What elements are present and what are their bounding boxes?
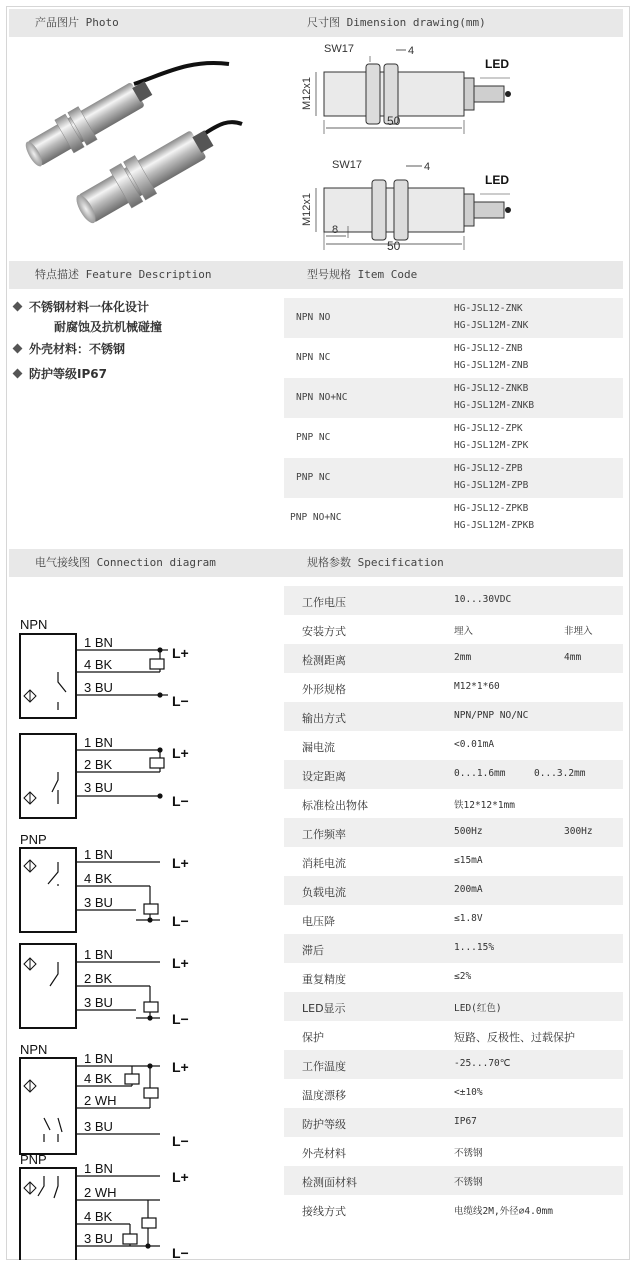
spec-name: 检测距离 [302,654,346,667]
feature-section-title: 特点描述 Feature Description [35,268,212,281]
text-label: HG-JSL12-ZNKB [454,383,529,394]
item-code-row [284,418,623,458]
text-label: 3 BU [84,680,113,695]
text-label: 不锈钢材料一体化设计 [29,300,150,314]
text-label: L− [172,1133,189,1149]
text-label: PNP [20,1152,47,1167]
dim-length-label-2: 50 [387,239,401,253]
spec-row [284,818,623,847]
diamond-bullet-icon [13,302,23,312]
text-label: L− [172,913,189,929]
spec-name: 负载电流 [302,886,346,899]
spec-row [284,934,623,963]
text-label: 2 BK [84,971,113,986]
text-label: HG-JSL12-ZNB [454,343,523,354]
text-label: 4 BK [84,1209,113,1224]
text-label: NPN NO+NC [296,392,348,403]
text-label: 4 BK [84,657,113,672]
text-label: 防护等级IP67 [29,367,107,381]
spec-name: LED显示 [302,1002,346,1015]
text-label: 1 BN [84,635,113,650]
text-label: 耐腐蚀及抗机械碰撞 [54,320,163,334]
spec-name: 安装方式 [302,625,346,638]
spec-value: 1...15% [454,942,495,953]
spec-row [284,1166,623,1195]
text-label: L+ [172,1169,189,1185]
spec-value: 10...30VDC [454,594,512,605]
spec-row [284,905,623,934]
text-label: 2 WH [84,1185,117,1200]
dim-nut-label-2: 4 [424,161,431,173]
spec-name: 电压降 [302,915,335,928]
item-code-row [284,338,623,378]
spec-value: ≤1.8V [454,913,483,924]
item-code-row [284,458,623,498]
photo-dimension-header [9,9,623,37]
spec-row [284,615,623,644]
item-code-row [284,378,623,418]
text-label: L− [172,1011,189,1027]
text-label: 3 BU [84,1231,113,1246]
text-label: 4 BK [84,1071,113,1086]
text-label: L+ [172,745,189,761]
feature-item-continued [54,318,162,335]
text-label: HG-JSL12M-ZPK [454,440,529,451]
dim-thread-label: M12x1 [301,76,313,110]
spec-name: 接线方式 [302,1205,346,1218]
product-photo [14,44,264,254]
text-label: L− [172,793,189,809]
text-label: PNP [20,832,47,847]
spec-value: 铁12*12*1mm [454,800,515,811]
spec-row [284,673,623,702]
spec-name: 设定距离 [302,770,346,783]
dim-length-label: 50 [387,114,401,128]
spec-name: 保护 [302,1031,324,1044]
dim-led-label-2: LED [485,173,509,187]
connection-spec-header [9,549,623,577]
dimension-section-title: 尺寸图 Dimension drawing(mm) [307,16,486,29]
text-label: 1 BN [84,735,113,750]
spec-value: ≤2% [454,971,472,982]
spec-name: 工作温度 [302,1060,346,1073]
text-label: 3 BU [84,895,113,910]
text-label: PNP NC [296,472,331,483]
diagram-npn-no-nc [20,1042,189,1154]
spec-row [284,702,623,731]
dim-thread-label-2: M12x1 [301,192,313,226]
text-label: 1 BN [84,847,113,862]
spec-value: NPN/PNP NO/NC [454,710,529,721]
text-label: PNP NO+NC [290,512,342,523]
connection-diagrams [10,610,280,1260]
spec-value: 0...1.6mm [454,768,506,779]
dimension-drawing-top [290,40,540,140]
spec-row [284,1137,623,1166]
spec-name: 输出方式 [302,712,346,725]
spec-name: 标准检出物体 [302,799,368,812]
dim-sw-label-2: SW17 [332,159,362,171]
spec-value: 非埋入 [564,626,593,637]
text-label: HG-JSL12-ZPK [454,423,523,434]
diamond-bullet-icon [13,344,23,354]
spec-name: 滞后 [302,944,324,957]
spec-name: 重复精度 [302,973,346,986]
photo-section-title: 产品图片 Photo [35,16,119,29]
spec-value: LED(红色) [454,1003,502,1014]
spec-value: <±10% [454,1087,483,1098]
item-code-row [284,498,623,538]
dimension-drawing-bottom [290,156,540,256]
spec-value: -25...70℃ [454,1058,511,1069]
spec-value: <0.01mA [454,739,495,750]
spec-value: 埋入 [454,626,474,637]
spec-row [284,586,623,615]
text-label: NPN NC [296,352,331,363]
spec-name: 防护等级 [302,1118,346,1131]
text-label: HG-JSL12M-ZPKB [454,520,535,531]
spec-value: 200mA [454,884,483,895]
spec-name: 消耗电流 [302,857,346,870]
spec-row [284,1108,623,1137]
text-label: HG-JSL12M-ZNK [454,320,529,331]
itemcode-section-title: 型号规格 Item Code [307,268,418,281]
spec-row [284,847,623,876]
dim-nut-label: 4 [408,45,415,57]
text-label: L+ [172,1059,189,1075]
connection-section-title: 电气接线图 Connection diagram [35,556,216,569]
text-label: L+ [172,645,189,661]
spec-value: 4mm [564,652,582,663]
diamond-bullet-icon [13,369,23,379]
spec-name: 外壳材料 [302,1147,346,1160]
spec-value: IP67 [454,1116,477,1127]
spec-name: 工作电压 [302,596,346,609]
feature-item [14,298,149,315]
spec-value: 不锈钢 [454,1148,483,1159]
feature-itemcode-header [9,261,623,289]
text-label: 1 BN [84,1161,113,1176]
text-label: 4 BK [84,871,113,886]
spec-name: 漏电流 [302,741,335,754]
text-label: HG-JSL12-ZNK [454,303,523,314]
feature-item [14,340,125,357]
diagram-npn-no [20,617,189,718]
dim-led-label: LED [485,57,509,71]
text-label: HG-JSL12-ZPKB [454,503,529,514]
spec-row [284,1079,623,1108]
spec-value: 2mm [454,652,472,663]
feature-item [14,365,107,382]
diagram-pnp-no-nc [20,1152,189,1260]
text-label: HG-JSL12-ZPB [454,463,523,474]
text-label: PNP NC [296,432,331,443]
spec-value: 不锈钢 [454,1177,483,1188]
item-code-row [284,298,623,338]
text-label: 外壳材料：不锈钢 [29,342,126,356]
text-label: 3 BU [84,995,113,1010]
text-label: HG-JSL12M-ZNB [454,360,529,371]
text-label: L+ [172,855,189,871]
text-label: 3 BU [84,780,113,795]
spec-row [284,963,623,992]
spec-row [284,876,623,905]
spec-row [284,644,623,673]
spec-value: 短路、反极性、过载保护 [454,1032,575,1044]
spec-value: ≤15mA [454,855,483,866]
spec-name: 工作频率 [302,828,346,841]
text-label: 2 BK [84,757,113,772]
spec-section-title: 规格参数 Specification [307,556,444,569]
diagram-npn-nc [20,734,189,818]
spec-name: 温度漂移 [302,1089,346,1102]
spec-name: 检测面材料 [302,1176,357,1189]
text-label: 1 BN [84,1051,113,1066]
diagram-pnp-nc [20,944,189,1028]
spec-value: 电缆线2M,外径∅4.0mm [454,1206,553,1217]
dim-sw-label: SW17 [324,43,354,55]
spec-row [284,789,623,818]
text-label: 3 BU [84,1119,113,1134]
text-label: HG-JSL12M-ZPB [454,480,529,491]
text-label: NPN NO [296,312,331,323]
spec-row [284,992,623,1021]
spec-row [284,1021,623,1050]
spec-row [284,1050,623,1079]
text-label: 2 WH [84,1093,117,1108]
text-label: NPN [20,617,48,632]
spec-value: M12*1*60 [454,681,500,692]
dim-front-label: 8 [332,224,339,236]
text-label: 1 BN [84,947,113,962]
text-label: HG-JSL12M-ZNKB [454,400,535,411]
diagram-pnp-no [20,832,189,932]
spec-value: 300Hz [564,826,593,837]
text-label: L− [172,1245,189,1260]
spec-name: 外形规格 [302,683,346,696]
spec-value: 500Hz [454,826,483,837]
spec-row [284,760,623,789]
spec-row [284,731,623,760]
spec-value: 0...3.2mm [534,768,586,779]
text-label: L− [172,693,189,709]
text-label: L+ [172,955,189,971]
text-label: NPN [20,1042,48,1057]
spec-row [284,1195,623,1224]
